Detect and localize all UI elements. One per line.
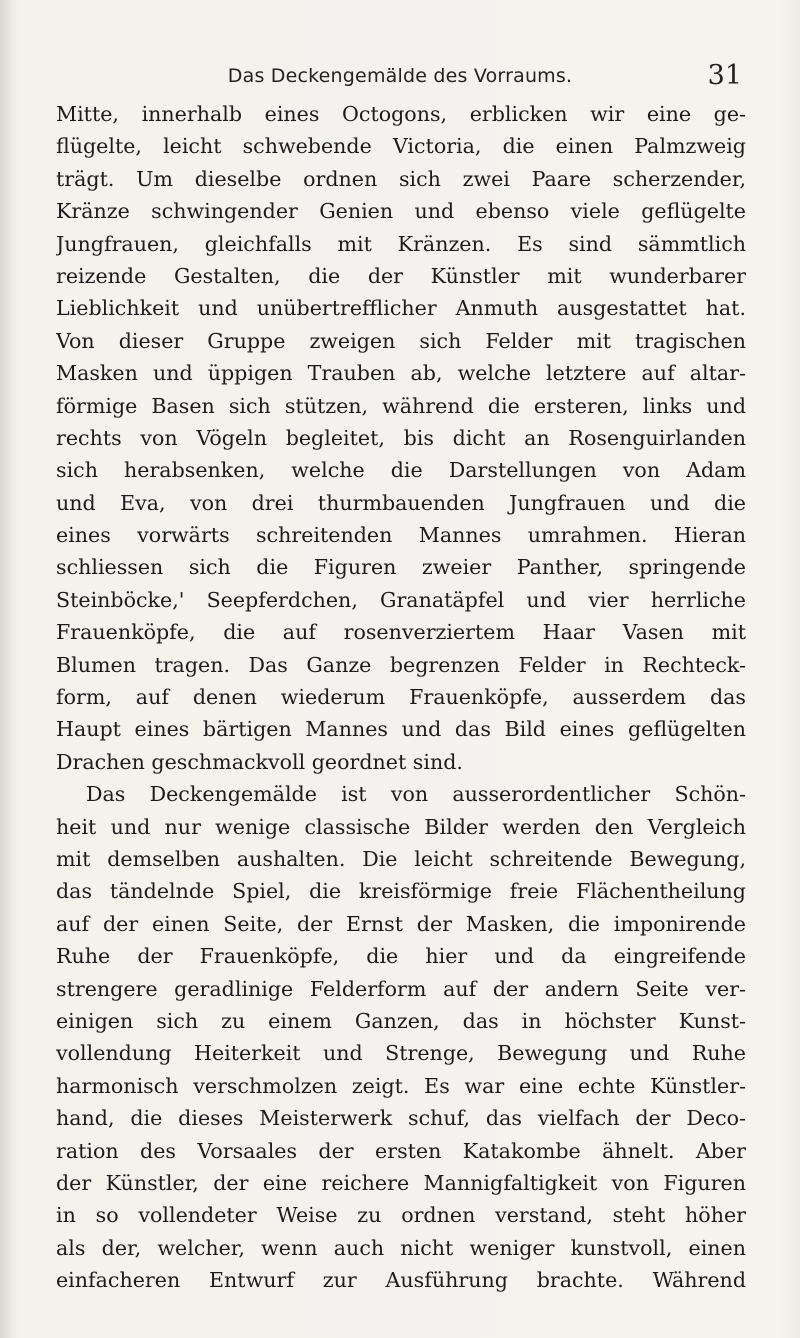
text-line: harmonisch verschmolzen zeigt. Es war eine echte Künstler- xyxy=(56,1073,746,1098)
body-text xyxy=(56,98,746,1296)
text-line: mit demselben aushalten. Die leicht schreitende Bewegung, xyxy=(56,846,746,871)
text-line: auf der einen Seite, der Ernst der Masken, die imponirende xyxy=(56,911,746,936)
paragraph-end-line: Drachen geschmackvoll geordnet sind. xyxy=(56,749,463,774)
page-number: 31 xyxy=(707,60,742,91)
text-line: der Künstler, der eine reichere Mannigfaltigkeit von Figuren xyxy=(56,1170,746,1195)
text-line: Ruhe der Frauenköpfe, die hier und da eingreifende xyxy=(56,944,746,969)
text-line: trägt. Um dieselbe ordnen sich zwei Paare scherzender, xyxy=(56,166,746,191)
paragraph-start-line: Das Deckengemälde ist von ausserordentlicher Schön- xyxy=(86,782,746,807)
text-line: Masken und üppigen Trauben ab, welche letztere auf altar- xyxy=(56,361,746,386)
running-title: Das Deckengemälde des Vorraums. xyxy=(227,65,573,87)
text-line: ration des Vorsaales der ersten Katakombe ähnelt. Aber xyxy=(56,1138,746,1163)
text-line: Mitte, innerhalb eines Octogons, erblicken wir eine ge- xyxy=(56,102,746,126)
text-line: Von dieser Gruppe zweigen sich Felder mit tragischen xyxy=(56,328,746,353)
text-line: Lieblichkeit und unübertrefflicher Anmuth ausgestattet hat. xyxy=(56,296,746,321)
text-line: reizende Gestalten, die der Künstler mit wunderbarer xyxy=(56,263,746,288)
text-line: rechts von Vögeln begleitet, bis dicht an Rosenguirlanden xyxy=(56,425,746,450)
text-line: Jungfrauen, gleichfalls mit Kränzen. Es sind sämmtlich xyxy=(56,231,746,256)
text-line: strengere geradlinige Felderform auf der andern Seite ver- xyxy=(56,976,746,1001)
text-line: einfacheren Entwurf zur Ausführung brachte. Während xyxy=(56,1268,746,1293)
text-line: und Eva, von drei thurmbauenden Jungfrauen und die xyxy=(56,490,746,515)
text-line: sich herabsenken, welche die Darstellungen von Adam xyxy=(56,458,746,483)
text-line: vollendung Heiterkeit und Strenge, Bewegung und Ruhe xyxy=(56,1041,746,1066)
text-line: einigen sich zu einem Ganzen, das in höchster Kunst- xyxy=(56,1008,746,1033)
text-line: Haupt eines bärtigen Mannes und das Bild eines geflügelten xyxy=(56,717,746,742)
text-line: hand, die dieses Meisterwerk schuf, das vielfach der Deco- xyxy=(56,1106,746,1131)
text-line: heit und nur wenige classische Bilder werden den Vergleich xyxy=(56,814,746,839)
text-line: in so vollendeter Weise zu ordnen verstand, steht höher xyxy=(56,1203,746,1228)
page-edge-shadow xyxy=(0,0,14,1338)
text-line: form, auf denen wiederum Frauenköpfe, ausserdem das xyxy=(56,685,746,710)
text-line: Frauenköpfe, die auf rosenverziertem Haar Vasen mit xyxy=(56,620,746,645)
text-line: eines vorwärts schreitenden Mannes umrahmen. Hieran xyxy=(56,523,746,548)
running-header xyxy=(0,60,800,94)
text-line: das tändelnde Spiel, die kreisförmige freie Flächentheilung xyxy=(56,879,746,904)
text-line: förmige Basen sich stützen, während die ersteren, links und xyxy=(56,393,746,418)
text-line: schliessen sich die Figuren zweier Panther, springende xyxy=(56,555,746,580)
text-line: Kränze schwingender Genien und ebenso viele geflügelte xyxy=(56,199,746,224)
text-line: flügelte, leicht schwebende Victoria, die einen Palmzweig xyxy=(56,134,746,159)
text-line: Blumen tragen. Das Ganze begrenzen Felder in Rechteck- xyxy=(56,652,746,677)
text-line: als der, welcher, wenn auch nicht weniger kunstvoll, einen xyxy=(56,1235,746,1260)
text-line: Steinböcke,' Seepferdchen, Granatäpfel und vier herrliche xyxy=(56,587,746,612)
